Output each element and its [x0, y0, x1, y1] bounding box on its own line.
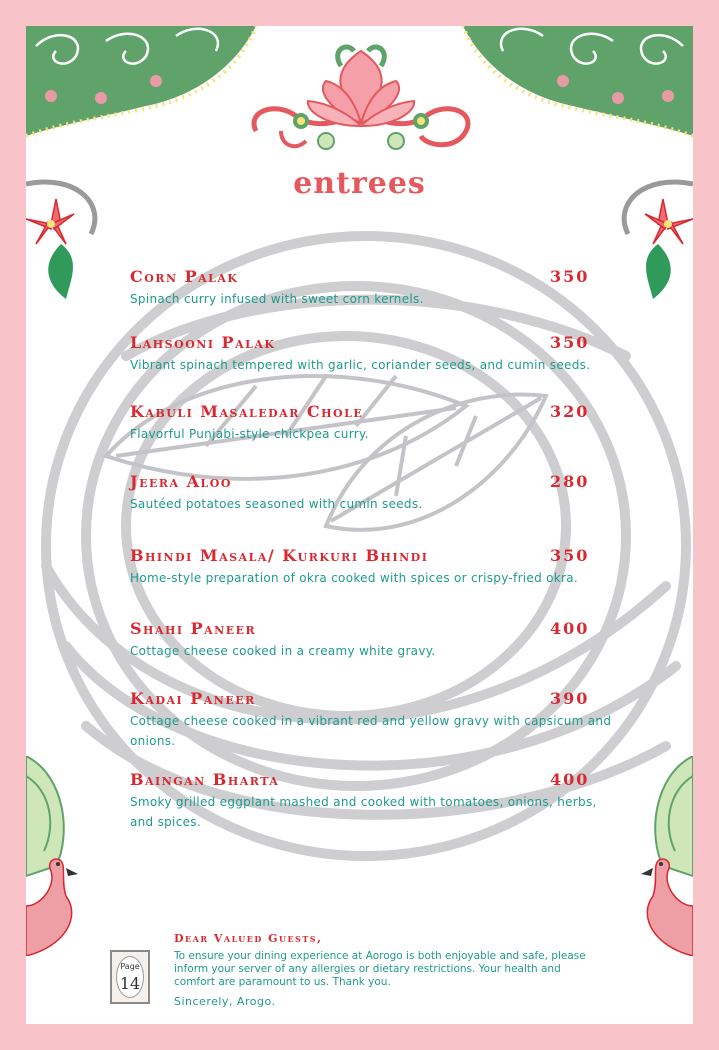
- item-description: Spinach curry infused with sweet corn kernels.: [130, 292, 424, 306]
- item-description: Cottage cheese cooked in a creamy white gravy.: [130, 644, 436, 658]
- item-name: Bhindi Masala/ Kurkuri Bhindi: [130, 546, 429, 565]
- item-name: Corn Palak: [130, 267, 239, 286]
- page-number-badge: [110, 950, 150, 1004]
- item-price: 400: [550, 619, 590, 638]
- page-title: entrees: [293, 166, 426, 201]
- item-name: Jeera Aloo: [130, 472, 232, 491]
- item-price: 350: [550, 267, 590, 286]
- page-number: 14: [119, 974, 141, 993]
- item-name: Kabuli Masaledar Chole: [130, 402, 364, 421]
- list-item: [130, 267, 630, 309]
- list-item: [130, 333, 630, 375]
- list-item: [130, 689, 630, 751]
- item-name: Kadai Paneer: [130, 689, 256, 708]
- list-item: [130, 402, 630, 444]
- item-price: 400: [550, 770, 590, 789]
- lotus-icon: [236, 41, 486, 166]
- item-price: 390: [550, 689, 590, 708]
- item-name: Lahsooni Palak: [130, 333, 276, 352]
- list-item: [130, 619, 630, 661]
- footer-signoff: Sincerely, Arogo.: [174, 995, 276, 1008]
- swan-icon: [633, 756, 693, 956]
- item-description: Flavorful Punjabi-style chickpea curry.: [130, 427, 369, 441]
- item-price: 280: [550, 472, 590, 491]
- list-item: [130, 770, 630, 832]
- footer-message: To ensure your dining experience at Aorogo is both enjoyable and safe, please inform your server of any allergies or dietary restrictions. Your health and comfort are paramount to us. Thank you.: [174, 950, 586, 988]
- item-description: Cottage cheese cooked in a vibrant red and yellow gravy with capsicum and onions.: [130, 714, 612, 748]
- item-name: Shahi Paneer: [130, 619, 257, 638]
- menu-page: [26, 26, 693, 1024]
- list-item: [130, 546, 630, 588]
- item-description: Sautéed potatoes seasoned with cumin seeds.: [130, 497, 423, 511]
- footer-heading: Dear Valued Guests,: [174, 932, 323, 945]
- item-price: 320: [550, 402, 590, 421]
- item-description: Smoky grilled eggplant mashed and cooked with tomatoes, onions, herbs, and spices.: [130, 795, 597, 829]
- flower-icon: [26, 174, 106, 304]
- item-name: Baingan Bharta: [130, 770, 280, 789]
- item-price: 350: [550, 546, 590, 565]
- swan-icon: [26, 756, 86, 956]
- item-description: Vibrant spinach tempered with garlic, coriander seeds, and cumin seeds.: [130, 358, 591, 372]
- item-description: Home-style preparation of okra cooked with spices or crispy-fried okra.: [130, 571, 579, 585]
- list-item: [130, 472, 630, 514]
- page-label: Page: [120, 962, 140, 971]
- item-price: 350: [550, 333, 590, 352]
